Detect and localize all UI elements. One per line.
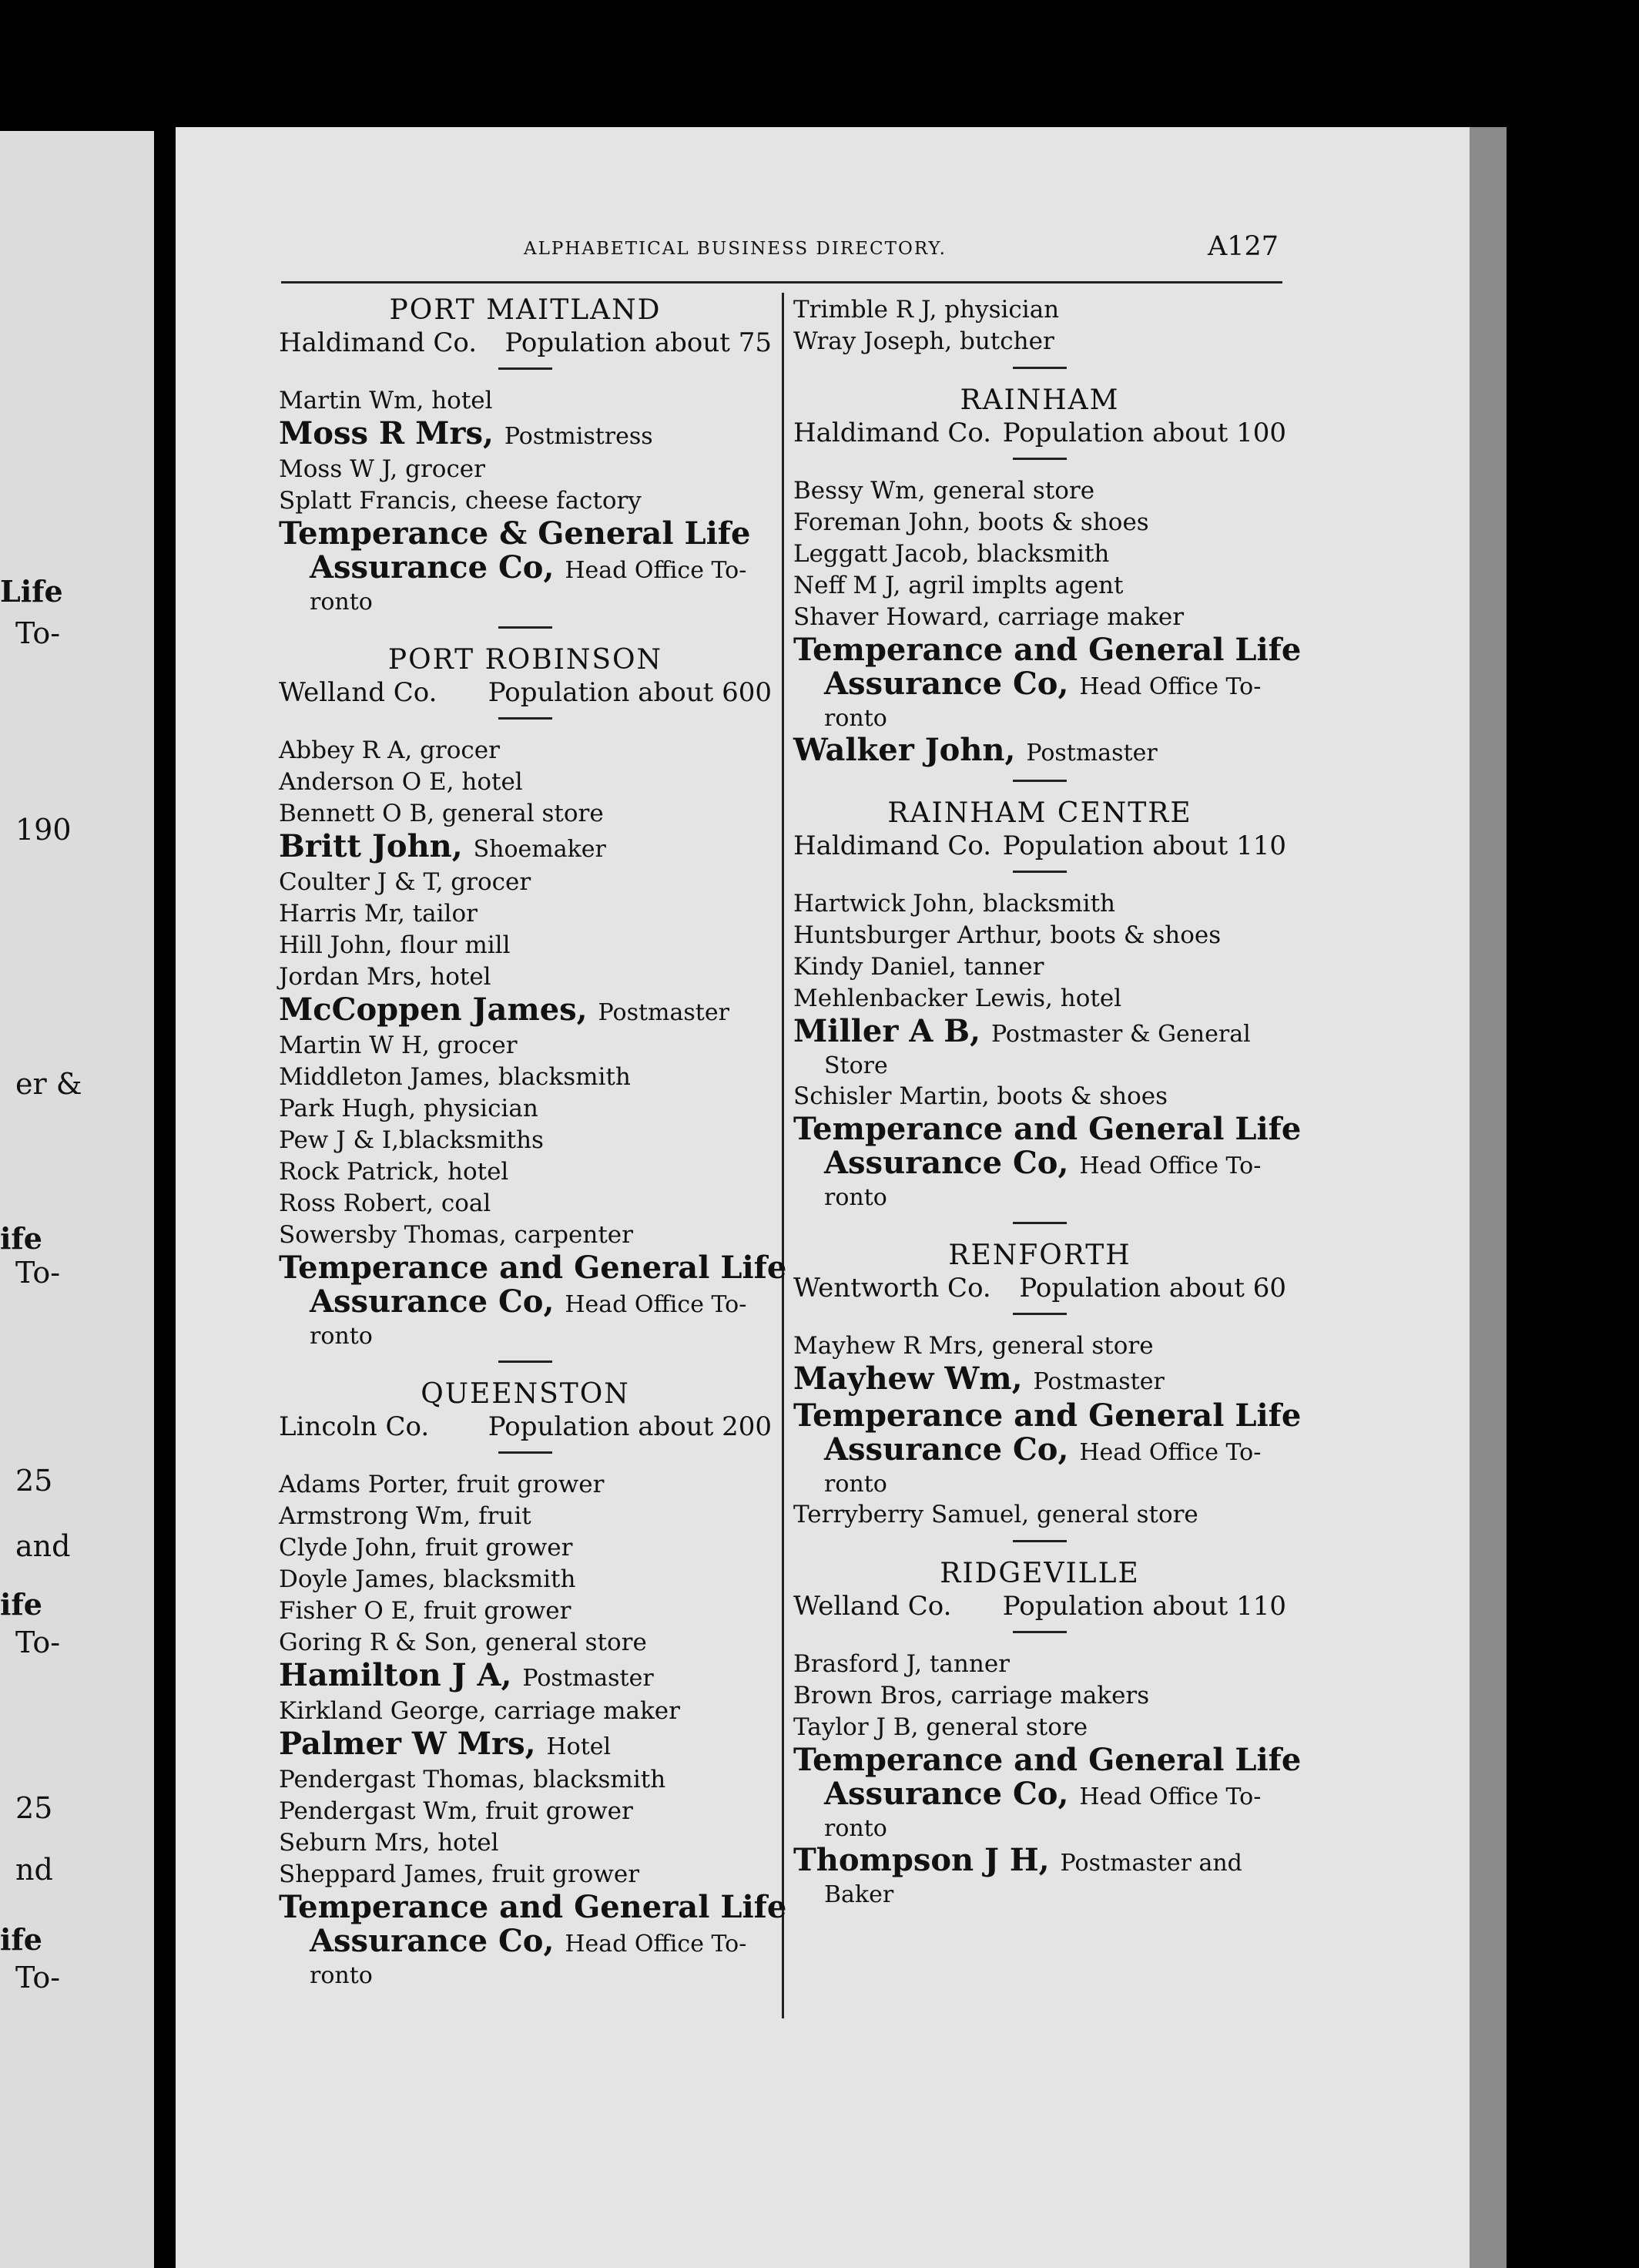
listing-entry — [279, 898, 772, 930]
facing-page-fragment-text: 25 — [15, 1791, 53, 1825]
listing-entry — [279, 1659, 772, 1696]
listing-entry — [279, 1093, 772, 1125]
listing-name: Sowersby Thomas, carpenter — [279, 1221, 633, 1249]
listing-description: Postmaster — [1033, 1368, 1165, 1395]
listing-entry — [279, 830, 772, 867]
population: Population about 600 — [488, 677, 772, 708]
listing-continuation-description: Head Office To- — [1079, 1783, 1262, 1810]
listing-name: Miller A B, — [793, 1013, 981, 1049]
listing-entry: Trimble R J, physician — [793, 296, 1060, 324]
town-meta — [793, 1273, 1286, 1303]
listing-entry — [793, 733, 1286, 770]
listing-name: Anderson O E, hotel — [279, 768, 523, 796]
town-heading: QUEENSTON — [421, 1378, 630, 1410]
listing-entry — [793, 507, 1286, 538]
listing-entry — [279, 1125, 772, 1156]
listing-entry — [279, 1501, 772, 1532]
listing-entry — [279, 1727, 772, 1764]
listing-continuation-name: Assurance Co, — [310, 1283, 555, 1320]
section-rule — [1013, 367, 1067, 369]
listing-name: Temperance and General Life — [793, 632, 1302, 668]
listing-entry — [793, 1081, 1286, 1112]
listing-continuation — [793, 1146, 1286, 1183]
listing-continuation-description: Head Office To- — [565, 557, 747, 584]
population: Population about 110 — [1002, 1591, 1286, 1622]
listing-description: Shoemaker — [473, 836, 606, 863]
county: Lincoln Co. — [279, 1411, 430, 1442]
listing-name: Hartwick John, blacksmith — [793, 890, 1116, 918]
listing-name: Temperance and General Life — [279, 1889, 787, 1925]
listing-continuation — [793, 667, 1286, 704]
county: Haldimand Co. — [793, 418, 992, 448]
town-meta — [279, 677, 772, 708]
listing-name: Mayhew Wm, — [793, 1360, 1023, 1397]
facing-page-fragment-text: ife — [0, 1922, 42, 1957]
listing-entry — [279, 867, 772, 898]
listing-continuation-description: Head Office To- — [565, 1291, 747, 1318]
listing-description: Postmaster & General — [990, 1021, 1251, 1048]
section-rule — [1013, 1540, 1067, 1542]
listing-entry — [279, 1564, 772, 1595]
page-number: A127 — [1208, 231, 1279, 262]
left-column — [279, 294, 787, 1991]
listing-continuation-line: ronto — [824, 705, 887, 732]
listing-entry — [279, 1220, 772, 1251]
section-rule — [498, 367, 552, 370]
population: Population about 110 — [1002, 830, 1286, 861]
listing-description: Hotel — [546, 1733, 612, 1760]
listing-name: Mayhew R Mrs, general store — [793, 1332, 1154, 1360]
listing-entry — [279, 385, 772, 417]
listing-entry — [279, 417, 772, 454]
background — [1507, 0, 1639, 2268]
listing-entry — [279, 1764, 772, 1796]
county: Welland Co. — [279, 677, 437, 708]
listing-name: Brown Bros, carriage makers — [793, 1682, 1150, 1709]
facing-page-fragment-text: ife — [0, 1221, 42, 1256]
listing-continuation — [279, 1924, 772, 1961]
listing-entry — [279, 1627, 772, 1659]
listing-entry — [793, 951, 1286, 983]
listing-name: Brasford J, tanner — [793, 1650, 1010, 1678]
listing-continuation — [279, 1285, 772, 1322]
facing-page-fragment-text: ife — [0, 1587, 42, 1622]
listing-continuation-name: Assurance Co, — [824, 1776, 1069, 1812]
listing-name: Harris Mr, tailor — [279, 900, 478, 928]
listing-name: Thompson J H, — [793, 1842, 1050, 1878]
listing-entry — [279, 1859, 772, 1891]
county: Wentworth Co. — [793, 1273, 991, 1303]
listing-name: Splatt Francis, cheese factory — [279, 487, 642, 515]
listing-name: Hill John, flour mill — [279, 931, 511, 959]
section-rule — [498, 626, 552, 629]
right-column — [793, 294, 1302, 1910]
listing-name: Temperance and General Life — [793, 1742, 1302, 1778]
listing-name: Moss W J, grocer — [279, 455, 485, 483]
listing-continuation-description: Head Office To- — [1079, 673, 1262, 700]
facing-page-fragment-text: 25 — [15, 1464, 53, 1498]
listing-name: Pendergast Wm, fruit grower — [279, 1797, 633, 1825]
population: Population about 200 — [488, 1411, 772, 1442]
listing-entry — [279, 1532, 772, 1564]
listing-continuation-line: ronto — [824, 1815, 887, 1842]
listing-entry — [279, 454, 772, 485]
listing-entry — [279, 517, 772, 551]
listing-name: Schisler Martin, boots & shoes — [793, 1082, 1168, 1110]
listing-name: Leggatt Jacob, blacksmith — [793, 540, 1110, 568]
listing-name: Rock Patrick, hotel — [279, 1158, 509, 1186]
listing-continuation-description: Head Office To- — [565, 1931, 747, 1958]
listing-continuation-name: Assurance Co, — [824, 1145, 1069, 1181]
listing-name: Britt John, — [279, 828, 463, 864]
facing-page-fragment-text: and — [15, 1529, 71, 1563]
listing-entry — [793, 570, 1286, 602]
population: Population about 75 — [504, 327, 772, 358]
listing-entry — [279, 993, 772, 1030]
listing-entry — [793, 1330, 1286, 1362]
listing-name: Coulter J & T, grocer — [279, 868, 531, 896]
listing-entry — [279, 1889, 787, 1925]
listing-name: Hamilton J A, — [279, 1657, 512, 1693]
listing-name: Moss R Mrs, — [279, 415, 494, 451]
section-rule — [1013, 458, 1067, 460]
listing-description: Postmaster — [1026, 740, 1158, 767]
listing-name: Temperance and General Life — [793, 1111, 1302, 1147]
listing-entry — [279, 1188, 772, 1220]
listing-entry — [279, 961, 772, 993]
listing-continuation — [793, 1433, 1286, 1470]
listing-entry — [279, 1062, 772, 1093]
listing-name: Pew J & I,blacksmiths — [279, 1126, 544, 1154]
listing-continuation-line: ronto — [824, 1184, 887, 1211]
listing-name: Seburn Mrs, hotel — [279, 1829, 499, 1857]
listing-name: McCoppen James, — [279, 991, 588, 1028]
listing-name: Kindy Daniel, tanner — [793, 953, 1044, 981]
listing-entry — [793, 538, 1286, 570]
listing-entry — [793, 920, 1286, 951]
facing-page-fragment-text: To- — [15, 1256, 61, 1290]
listing-continuation-line: ronto — [310, 1962, 373, 1989]
listing-entry — [279, 1030, 772, 1062]
listing-entry — [793, 1844, 1286, 1880]
listing-continuation-description: Head Office To- — [1079, 1439, 1262, 1466]
listing-entry — [793, 1649, 1286, 1680]
town-heading: PORT MAITLAND — [389, 294, 662, 326]
listing-entry — [793, 888, 1286, 920]
listing-entry — [279, 930, 772, 961]
listing-entry — [279, 1696, 772, 1727]
listing-name: Pendergast Thomas, blacksmith — [279, 1766, 666, 1793]
listing-description: Postmaster — [598, 999, 729, 1026]
listing-entry — [279, 1156, 772, 1188]
listing-description: Postmaster — [522, 1665, 654, 1692]
listing-entry — [793, 1015, 1286, 1052]
listing-name: Ross Robert, coal — [279, 1189, 491, 1217]
population: Population about 60 — [1019, 1273, 1286, 1303]
listing-name: Palmer W Mrs, — [279, 1726, 536, 1762]
listing-continuation-name: Assurance Co, — [824, 1431, 1069, 1468]
facing-page-fragment-text: nd — [15, 1853, 53, 1887]
listing-continuation-line: Baker — [824, 1881, 894, 1908]
listing-name: Martin W H, grocer — [279, 1032, 518, 1059]
listing-entry — [793, 1680, 1286, 1712]
listing-name: Temperance and General Life — [793, 1397, 1302, 1434]
listing-entry — [793, 1111, 1302, 1147]
listing-continuation — [279, 551, 772, 588]
listing-continuation-description: Head Office To- — [1079, 1152, 1262, 1179]
town-meta — [279, 327, 772, 358]
town-meta — [793, 418, 1286, 448]
listing-name: Neff M J, agril implts agent — [793, 572, 1124, 599]
listing-name: Bessy Wm, general store — [793, 477, 1095, 505]
section-rule — [1013, 1313, 1067, 1315]
listing-description: Postmistress — [504, 423, 653, 450]
listing-entry — [279, 735, 772, 767]
listing-name: Jordan Mrs, hotel — [279, 963, 491, 991]
listing-name: Middleton James, blacksmith — [279, 1063, 631, 1091]
listing-name: Park Hugh, physician — [279, 1095, 538, 1122]
listing-entry — [279, 485, 772, 517]
town-meta — [793, 1591, 1286, 1622]
listing-description: Postmaster and — [1060, 1850, 1242, 1877]
listing-name: Clyde John, fruit grower — [279, 1534, 573, 1562]
listing-entry — [793, 1712, 1286, 1743]
listing-entry — [793, 1362, 1286, 1399]
county: Haldimand Co. — [793, 830, 992, 861]
listing-name: Terryberry Samuel, general store — [793, 1501, 1198, 1528]
listing-entry — [279, 798, 772, 830]
section-rule — [498, 1451, 552, 1454]
listing-name: Sheppard James, fruit grower — [279, 1860, 640, 1888]
column-divider — [782, 293, 784, 2018]
listing-name: Walker John, — [793, 732, 1016, 768]
listing-name: Taylor J B, general store — [793, 1713, 1088, 1741]
town-heading: RAINHAM — [960, 384, 1120, 416]
listing-entry — [793, 475, 1286, 507]
listing-continuation-line: ronto — [310, 1323, 373, 1350]
listing-continuation — [793, 1777, 1286, 1814]
facing-page-fragment-text: 190 — [15, 813, 72, 847]
town-heading: RENFORTH — [948, 1240, 1131, 1271]
section-rule — [1013, 1631, 1067, 1633]
listing-name: Bennett O B, general store — [279, 800, 604, 827]
listing-entry — [279, 1595, 772, 1627]
listing-continuation-line: Store — [824, 1052, 888, 1079]
listing-name: Shaver Howard, carriage maker — [793, 603, 1185, 631]
facing-page-fragment-text: er & — [15, 1067, 82, 1101]
listing-entry — [793, 1397, 1302, 1434]
population: Population about 100 — [1002, 418, 1286, 448]
section-rule — [1013, 780, 1067, 782]
listing-name: Huntsburger Arthur, boots & shoes — [793, 921, 1222, 949]
page-edge — [1470, 127, 1507, 2268]
listing-name: Martin Wm, hotel — [279, 387, 493, 414]
header-rule — [281, 281, 1282, 284]
listing-entry — [279, 767, 772, 798]
county: Welland Co. — [793, 1591, 952, 1622]
county: Haldimand Co. — [279, 327, 478, 358]
town-meta — [793, 830, 1286, 861]
listing-entry — [793, 602, 1286, 633]
listing-name: Kirkland George, carriage maker — [279, 1697, 680, 1725]
town-heading: RIDGEVILLE — [940, 1558, 1140, 1589]
listing-name: Abbey R A, grocer — [279, 736, 500, 764]
listing-entry — [279, 1827, 772, 1859]
gutter — [154, 0, 176, 2268]
listing-name: Adams Porter, fruit grower — [279, 1471, 605, 1498]
listing-entry — [793, 1499, 1286, 1531]
listing-entry: Wray Joseph, butcher — [793, 327, 1054, 355]
listing-name: Temperance and General Life — [279, 1250, 787, 1286]
section-rule — [1013, 871, 1067, 873]
listing-name: Temperance & General Life — [279, 515, 751, 552]
facing-page-fragment-text: To- — [15, 1961, 61, 1995]
listing-name: Fisher O E, fruit grower — [279, 1597, 571, 1625]
listing-entry — [793, 632, 1302, 668]
listing-name: Foreman John, boots & shoes — [793, 508, 1149, 536]
listing-continuation-name: Assurance Co, — [310, 1923, 555, 1959]
facing-page-fragment-text: To- — [15, 616, 61, 650]
listing-entry — [279, 1796, 772, 1827]
town-heading: PORT ROBINSON — [387, 644, 663, 676]
section-rule — [498, 1360, 552, 1363]
listing-continuation-name: Assurance Co, — [824, 666, 1069, 702]
listing-entry — [793, 1742, 1302, 1778]
town-meta — [279, 1411, 772, 1442]
section-rule — [1013, 1222, 1067, 1224]
listing-entry — [279, 1250, 787, 1286]
listing-continuation-line: ronto — [824, 1471, 887, 1498]
listing-continuation-line: ronto — [310, 589, 373, 616]
listing-name: Goring R & Son, general store — [279, 1629, 647, 1656]
listing-entry — [279, 1469, 772, 1501]
listing-continuation-name: Assurance Co, — [310, 549, 555, 585]
running-header: ALPHABETICAL BUSINESS DIRECTORY. — [524, 239, 947, 259]
listing-name: Mehlenbacker Lewis, hotel — [793, 985, 1122, 1012]
listing-entry — [793, 983, 1286, 1015]
listing-name: Doyle James, blacksmith — [279, 1565, 576, 1593]
section-rule — [498, 717, 552, 720]
facing-page-fragment-text: To- — [15, 1626, 61, 1659]
town-heading: RAINHAM CENTRE — [887, 797, 1192, 829]
listing-name: Armstrong Wm, fruit — [279, 1502, 531, 1530]
facing-page-fragment-text: Life — [0, 574, 63, 609]
